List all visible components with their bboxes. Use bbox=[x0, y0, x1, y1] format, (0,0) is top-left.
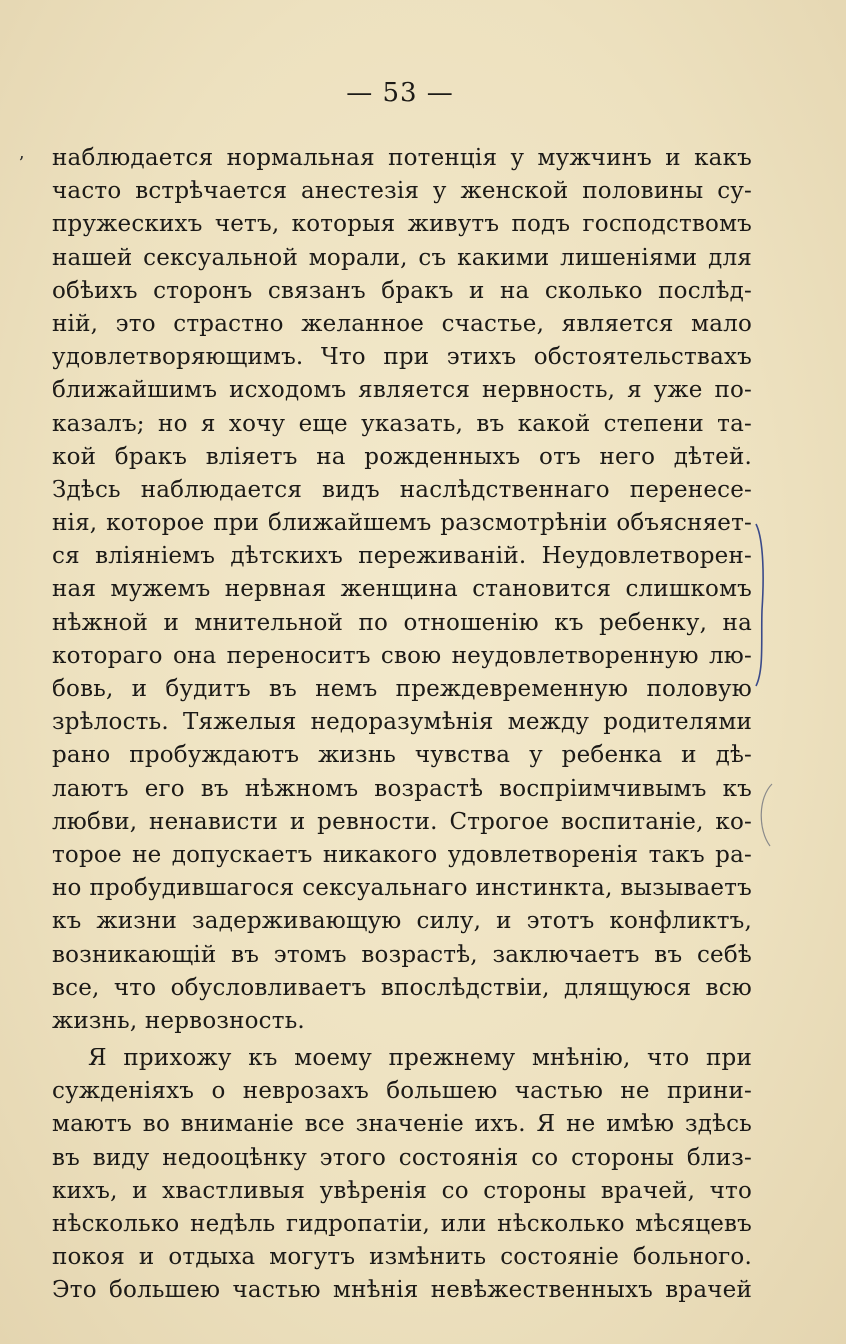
text-line: жизнь, нервозность. bbox=[52, 1007, 305, 1034]
text-line: къ жизни задерживающую силу, и этотъ конфликтъ, bbox=[52, 908, 752, 935]
text-line: часто встрѣчается анестезія у женской половины су- bbox=[52, 178, 752, 205]
text-line: въ виду недооцѣнку этого состоянія со стороны близ- bbox=[52, 1144, 752, 1171]
margin-tick-mark: ʼ bbox=[18, 153, 24, 174]
text-line: зрѣлость. Тяжелыя недоразумѣнія между родителями bbox=[52, 709, 752, 736]
text-line: все, что обусловливаетъ впослѣдствіи, длящуюся всю bbox=[52, 974, 752, 1001]
text-line: сужденіяхъ о неврозахъ большею частью не прини- bbox=[52, 1078, 752, 1105]
text-line: ближайшимъ исходомъ является нервность, я уже по- bbox=[52, 377, 752, 404]
body-text bbox=[52, 142, 752, 1308]
text-line: казалъ; но я хочу еще указать, въ какой степени та- bbox=[52, 410, 752, 437]
text-line: Это большею частью мнѣнія невѣжественныхъ врачей bbox=[52, 1277, 752, 1304]
text-line: ся вліяніемъ дѣтскихъ переживаній. Неудовлетворен- bbox=[52, 543, 752, 570]
paragraph-1 bbox=[52, 142, 752, 1038]
text-line: наблюдается нормальная потенція у мужчинъ и какъ bbox=[52, 145, 752, 171]
text-line: кихъ, и хвастливыя увѣренія со стороны врачей, что bbox=[52, 1177, 752, 1204]
text-line: пружескихъ четъ, которыя живутъ подъ господствомъ bbox=[52, 211, 752, 238]
text-line: лаютъ его въ нѣжномъ возрастѣ воспріимчивымъ къ bbox=[52, 775, 752, 802]
page-number: — 53 — bbox=[346, 78, 454, 108]
text-line: кой бракъ вліяетъ на рожденныхъ отъ него дѣтей. bbox=[52, 443, 752, 470]
text-line: любви, ненависти и ревности. Строгое воспитаніе, ко- bbox=[52, 808, 752, 835]
text-line: бовь, и будитъ въ немъ преждевременную половую bbox=[52, 676, 752, 702]
text-line: обѣихъ сторонъ связанъ бракъ и на сколько послѣд- bbox=[52, 277, 752, 304]
paragraph-2 bbox=[52, 1042, 752, 1308]
text-line: Здѣсь наблюдается видъ наслѣдственнаго перенесе- bbox=[52, 476, 752, 503]
text-line: рано пробуждаютъ жизнь чувства у ребенка и дѣ- bbox=[52, 742, 752, 769]
text-line: ная мужемъ нервная женщина становится слишкомъ bbox=[52, 576, 752, 603]
text-line: Я прихожу къ моему прежнему мнѣнію, что при bbox=[88, 1045, 752, 1072]
text-line: нѣсколько недѣль гидропатіи, или нѣсколько мѣсяцевъ bbox=[52, 1211, 752, 1237]
text-line: торое не допускаетъ никакого удовлетворенія такъ ра- bbox=[52, 841, 752, 868]
text-line: маютъ во вниманіе все значеніе ихъ. Я не имѣю здѣсь bbox=[52, 1111, 752, 1138]
text-line: покоя и отдыха могутъ измѣнить состояніе больного. bbox=[52, 1244, 752, 1271]
text-line: но пробудившагося сексуальнаго инстинкта, вызываетъ bbox=[52, 875, 752, 902]
pencil-parenthesis-mark bbox=[752, 780, 778, 850]
text-line: нія, которое при ближайшемъ разсмотрѣніи объясняет- bbox=[52, 510, 752, 537]
text-line: возникающій въ этомъ возрастѣ, заключаетъ въ себѣ bbox=[52, 941, 752, 968]
text-line: нашей сексуальной морали, съ какими лишеніями для bbox=[52, 244, 752, 271]
text-line: ній, это страстно желанное счастье, является мало bbox=[52, 310, 752, 337]
pencil-bracket-mark bbox=[752, 520, 770, 690]
text-line: удовлетворяющимъ. Что при этихъ обстоятельствахъ bbox=[52, 344, 752, 371]
text-line: нѣжной и мнительной по отношенію къ ребенку, на bbox=[52, 609, 752, 636]
text-line: котораго она переноситъ свою неудовлетворенную лю- bbox=[52, 642, 752, 669]
